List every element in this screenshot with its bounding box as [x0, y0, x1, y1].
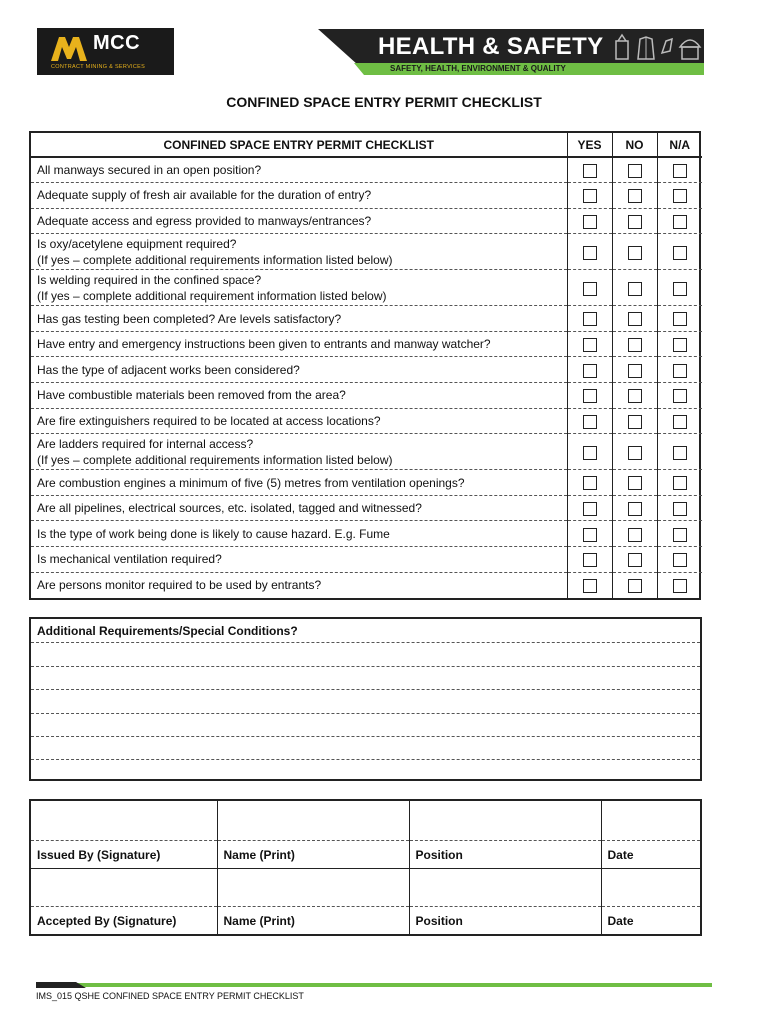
checkbox-yes[interactable] [583, 364, 597, 378]
checkbox-cell-no [612, 434, 657, 470]
issued-signature-field[interactable] [31, 801, 217, 840]
question-text: Has the type of adjacent works been considered? [37, 362, 300, 377]
checkbox-na[interactable] [673, 215, 687, 229]
checkbox-yes[interactable] [583, 215, 597, 229]
signature-table [29, 799, 702, 936]
issued-position-field[interactable] [409, 801, 601, 840]
checkbox-cell-na [657, 434, 702, 470]
checklist-row [31, 572, 702, 598]
checklist-row [31, 408, 702, 434]
checkbox-no[interactable] [628, 415, 642, 429]
checkbox-no[interactable] [628, 476, 642, 490]
write-line[interactable] [31, 759, 700, 760]
checkbox-yes[interactable] [583, 164, 597, 178]
checkbox-cell-no [612, 495, 657, 521]
checkbox-yes[interactable] [583, 415, 597, 429]
checklist-header-row [31, 133, 702, 157]
checkbox-no[interactable] [628, 338, 642, 352]
checkbox-no[interactable] [628, 389, 642, 403]
checkbox-no[interactable] [628, 528, 642, 542]
checkbox-yes[interactable] [583, 312, 597, 326]
additional-requirements-title: Additional Requirements/Special Conditions? [37, 624, 298, 638]
issued-date-label: Date [601, 840, 700, 868]
question-text: Adequate access and egress provided to manways/entrances? [37, 213, 372, 228]
checkbox-cell-yes [567, 183, 612, 209]
company-logo [37, 28, 174, 75]
checkbox-cell-no [612, 270, 657, 306]
checkbox-na[interactable] [673, 164, 687, 178]
checkbox-yes[interactable] [583, 282, 597, 296]
accepted-name-field[interactable] [217, 868, 409, 906]
checklist-question [31, 270, 567, 306]
question-text: Are all pipelines, electrical sources, etc. isolated, tagged and witnessed? [37, 501, 422, 516]
checkbox-na[interactable] [673, 312, 687, 326]
checkbox-na[interactable] [673, 528, 687, 542]
checkbox-yes[interactable] [583, 553, 597, 567]
checkbox-cell-yes [567, 470, 612, 496]
accepted-name-label: Name (Print) [217, 906, 409, 934]
question-text: Are fire extinguishers required to be located at access locations? [37, 413, 381, 428]
checkbox-no[interactable] [628, 553, 642, 567]
checkbox-cell-yes [567, 331, 612, 357]
issued-position-label: Position [409, 840, 601, 868]
column-no: NO [612, 133, 657, 157]
checkbox-cell-no [612, 157, 657, 183]
checkbox-cell-no [612, 183, 657, 209]
mcc-logo-icon [51, 35, 87, 61]
accepted-signature-field[interactable] [31, 868, 217, 906]
checkbox-cell-na [657, 306, 702, 332]
issued-by-label: Issued By (Signature) [31, 840, 217, 868]
checklist-row [31, 306, 702, 332]
checklist-question [31, 547, 567, 573]
checkbox-cell-no [612, 306, 657, 332]
accepted-label-row [31, 906, 700, 934]
accepted-by-label: Accepted By (Signature) [37, 914, 177, 928]
checkbox-cell-yes [567, 234, 612, 270]
checklist-row [31, 234, 702, 270]
checklist-question [31, 157, 567, 183]
checkbox-cell-yes [567, 572, 612, 598]
checkbox-cell-na [657, 572, 702, 598]
checkbox-cell-na [657, 183, 702, 209]
checklist-row [31, 331, 702, 357]
checkbox-cell-yes [567, 270, 612, 306]
question-text: Adequate supply of fresh air available for the duration of entry? [37, 188, 372, 203]
checkbox-yes[interactable] [583, 189, 597, 203]
checklist-question [31, 572, 567, 598]
checkbox-na[interactable] [673, 415, 687, 429]
issued-name-field[interactable] [217, 801, 409, 840]
question-text: Are combustion engines a minimum of five (5) metres from ventilation openings? [37, 475, 465, 490]
checkbox-no[interactable] [628, 282, 642, 296]
checkbox-na[interactable] [673, 476, 687, 490]
question-text: Have entry and emergency instructions been given to entrants and manway watcher? [37, 337, 491, 352]
checklist-row [31, 208, 702, 234]
issued-name-label: Name (Print) [217, 840, 409, 868]
column-yes: YES [567, 133, 612, 157]
checklist-row [31, 434, 702, 470]
checkbox-cell-na [657, 331, 702, 357]
write-line[interactable] [31, 642, 700, 643]
checklist-row [31, 521, 702, 547]
question-text: Is oxy/acetylene equipment required? [37, 236, 237, 251]
checkbox-na[interactable] [673, 389, 687, 403]
checkbox-cell-yes [567, 521, 612, 547]
question-text: Are persons monitor required to be used by entrants? [37, 578, 322, 593]
checkbox-cell-na [657, 357, 702, 383]
checkbox-na[interactable] [673, 502, 687, 516]
accepted-date-field[interactable] [601, 868, 700, 906]
checkbox-yes[interactable] [583, 446, 597, 460]
question-note: (If yes – complete additional requirements information listed below) [37, 452, 393, 467]
checkbox-cell-yes [567, 495, 612, 521]
checkbox-na[interactable] [673, 338, 687, 352]
accepted-position-label: Position [409, 906, 601, 934]
question-text: All manways secured in an open position? [37, 163, 262, 178]
checkbox-cell-no [612, 470, 657, 496]
checkbox-cell-no [612, 331, 657, 357]
checkbox-no[interactable] [628, 215, 642, 229]
question-note: (If yes – complete additional requirement information listed below) [37, 288, 387, 303]
logo-name: MCC [93, 32, 141, 54]
banner-title: HEALTH & SAFETY [378, 33, 604, 60]
checkbox-cell-yes [567, 208, 612, 234]
accepted-signature-row [31, 868, 700, 906]
checkbox-yes[interactable] [583, 476, 597, 490]
checkbox-cell-na [657, 547, 702, 573]
footer-green-rule [36, 983, 712, 987]
accepted-position-field[interactable] [409, 868, 601, 906]
checklist-question [31, 234, 567, 270]
checkbox-no[interactable] [628, 446, 642, 460]
checkbox-cell-yes [567, 357, 612, 383]
checklist-row [31, 495, 702, 521]
checkbox-cell-yes [567, 434, 612, 470]
checkbox-cell-no [612, 357, 657, 383]
checkbox-na[interactable] [673, 446, 687, 460]
checkbox-yes[interactable] [583, 338, 597, 352]
question-text: Is welding required in the confined space? [37, 272, 262, 287]
checklist-row [31, 270, 702, 306]
column-na: N/A [657, 133, 702, 157]
checkbox-cell-no [612, 208, 657, 234]
checklist-row [31, 470, 702, 496]
checklist-row [31, 383, 702, 409]
question-note: (If yes – complete additional requirements information listed below) [37, 252, 393, 267]
checkbox-cell-na [657, 521, 702, 547]
checklist-row [31, 183, 702, 209]
checklist-row [31, 357, 702, 383]
checkbox-cell-no [612, 383, 657, 409]
checkbox-cell-yes [567, 547, 612, 573]
checkbox-na[interactable] [673, 579, 687, 593]
checklist-question [31, 306, 567, 332]
question-text: Has gas testing been completed? Are levels satisfactory? [37, 311, 342, 326]
checkbox-cell-no [612, 408, 657, 434]
issued-date-field[interactable] [601, 801, 700, 840]
checkbox-cell-no [612, 572, 657, 598]
logo-tagline: CONTRACT MINING & SERVICES [51, 64, 146, 70]
checkbox-cell-no [612, 234, 657, 270]
checkbox-yes[interactable] [583, 246, 597, 260]
checkbox-no[interactable] [628, 164, 642, 178]
write-line[interactable] [31, 689, 700, 690]
checklist-question [31, 208, 567, 234]
footer-document-code: IMS_015 QSHE CONFINED SPACE ENTRY PERMIT CHECKLIST [36, 991, 304, 1001]
checklist-question [31, 521, 567, 547]
checkbox-cell-na [657, 234, 702, 270]
checkbox-cell-na [657, 470, 702, 496]
checklist-row [31, 157, 702, 183]
checklist-question [31, 383, 567, 409]
checkbox-yes[interactable] [583, 579, 597, 593]
checklist-table [29, 131, 701, 600]
checklist-question [31, 434, 567, 470]
checkbox-cell-yes [567, 306, 612, 332]
checkbox-cell-na [657, 208, 702, 234]
checkbox-cell-no [612, 547, 657, 573]
checkbox-cell-na [657, 157, 702, 183]
checkbox-na[interactable] [673, 364, 687, 378]
checkbox-no[interactable] [628, 246, 642, 260]
accepted-date-label: Date [601, 906, 700, 934]
checkbox-yes[interactable] [583, 502, 597, 516]
checkbox-no[interactable] [628, 189, 642, 203]
issued-label-row [31, 840, 700, 868]
checkbox-no[interactable] [628, 312, 642, 326]
checklist-question [31, 357, 567, 383]
checkbox-na[interactable] [673, 246, 687, 260]
checklist-row [31, 547, 702, 573]
question-text: Are ladders required for internal access? [37, 436, 254, 451]
checklist-question [31, 331, 567, 357]
issued-signature-row [31, 801, 700, 840]
checkbox-no[interactable] [628, 579, 642, 593]
checkbox-cell-yes [567, 157, 612, 183]
question-text: Is the type of work being done is likely to cause hazard. E.g. Fume [37, 526, 390, 541]
checkbox-na[interactable] [673, 189, 687, 203]
document-title: CONFINED SPACE ENTRY PERMIT CHECKLIST [226, 94, 542, 110]
checklist-question [31, 495, 567, 521]
checkbox-cell-na [657, 408, 702, 434]
checklist-question [31, 408, 567, 434]
checkbox-yes[interactable] [583, 528, 597, 542]
question-text: Have combustible materials been removed from the area? [37, 388, 346, 403]
checkbox-na[interactable] [673, 553, 687, 567]
checkbox-na[interactable] [673, 282, 687, 296]
checkbox-no[interactable] [628, 502, 642, 516]
question-text: Is mechanical ventilation required? [37, 552, 222, 567]
checkbox-cell-na [657, 495, 702, 521]
checklist-question [31, 470, 567, 496]
checkbox-no[interactable] [628, 364, 642, 378]
checkbox-cell-yes [567, 383, 612, 409]
checkbox-cell-no [612, 521, 657, 547]
checkbox-cell-yes [567, 408, 612, 434]
health-safety-banner [318, 29, 704, 76]
write-line[interactable] [31, 713, 700, 714]
checkbox-cell-na [657, 270, 702, 306]
checkbox-cell-na [657, 383, 702, 409]
checklist-question [31, 183, 567, 209]
write-line[interactable] [31, 736, 700, 737]
checkbox-yes[interactable] [583, 389, 597, 403]
banner-subtitle: SAFETY, HEALTH, ENVIRONMENT & QUALITY [390, 64, 566, 73]
additional-requirements-box [29, 617, 702, 781]
write-line[interactable] [31, 666, 700, 667]
checklist-header: CONFINED SPACE ENTRY PERMIT CHECKLIST [31, 133, 567, 157]
safety-gear-icon [614, 31, 702, 63]
